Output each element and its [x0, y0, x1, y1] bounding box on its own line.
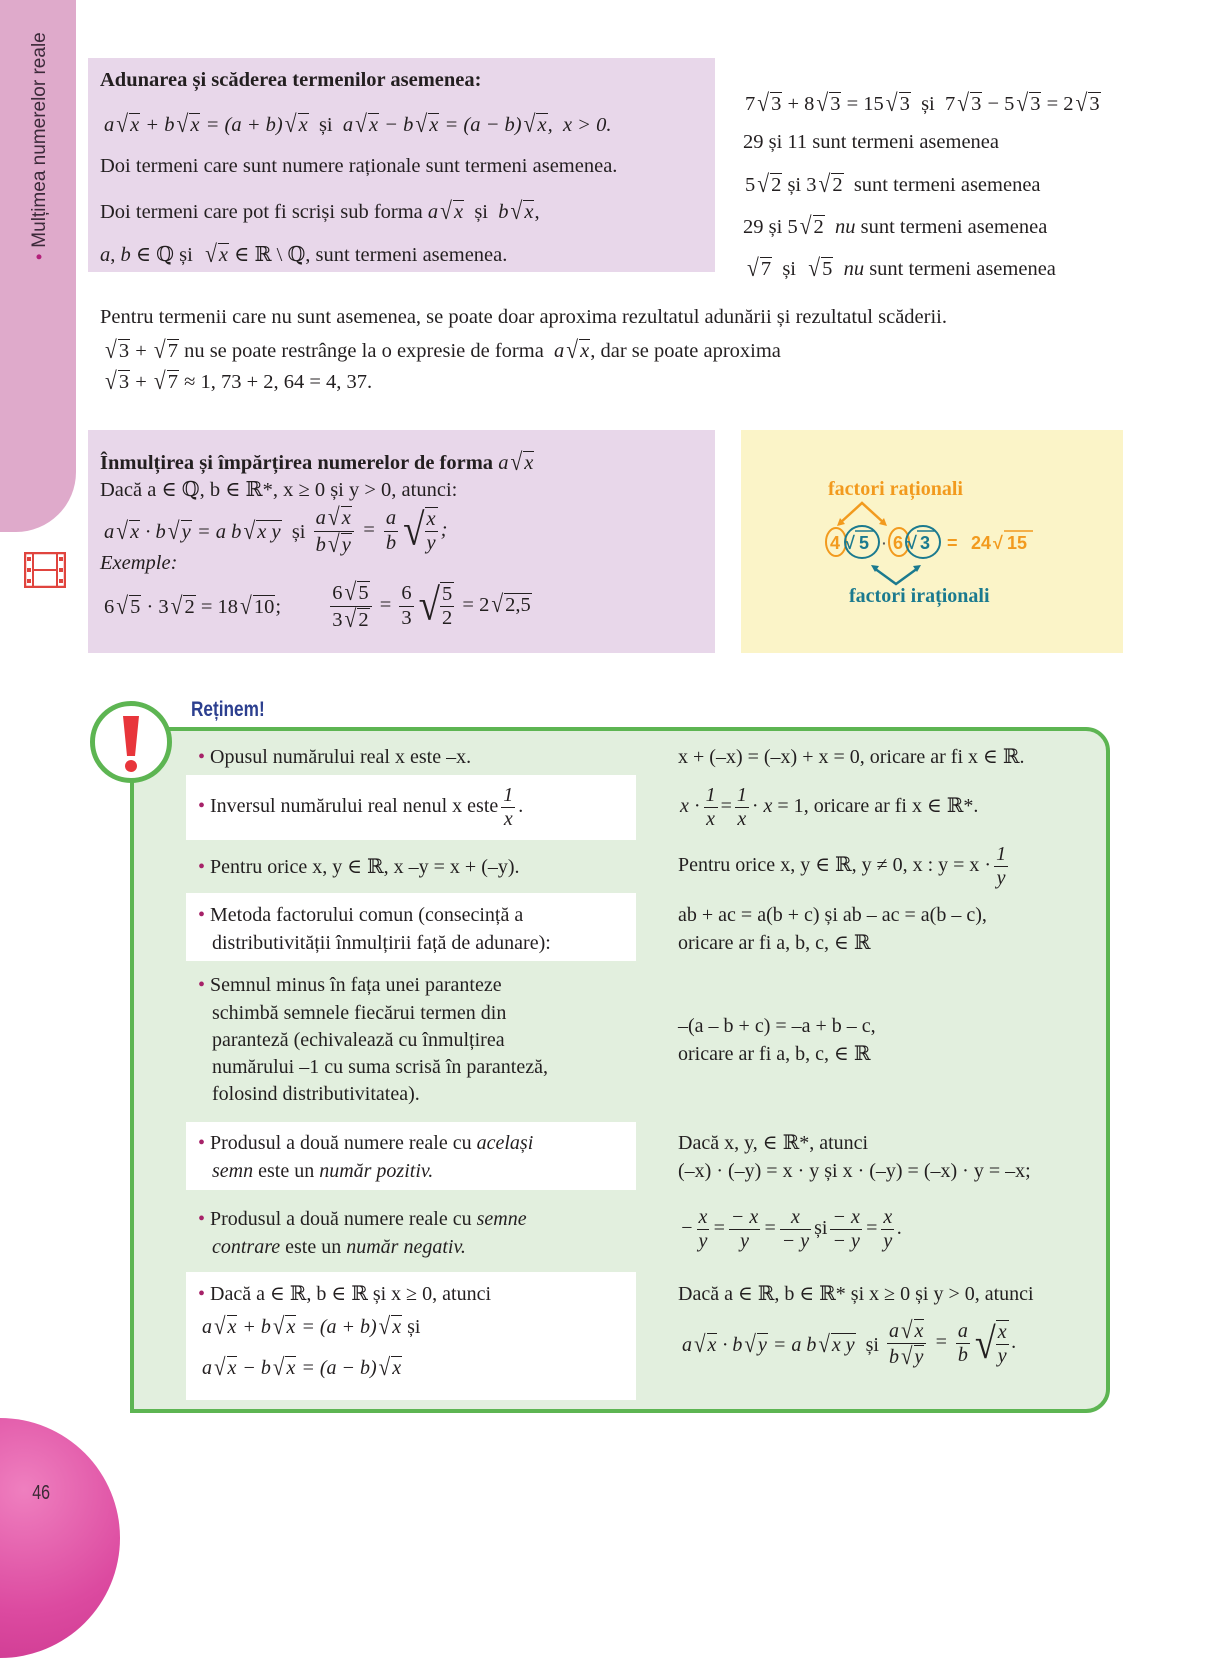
example-alike: 5√2 și 3√2 sunt termeni asemenea [745, 170, 1041, 198]
svg-text:·: · [882, 535, 887, 551]
svg-text:√: √ [993, 533, 1003, 553]
factors-diagram [741, 430, 1123, 653]
rule-add-radicals: • Dacă a ∈ ℝ, b ∈ ℝ și x ≥ 0, atunci [198, 1283, 492, 1305]
multiplication-condition: Dacă a ∈ ℚ, b ∈ ℝ*, x ≥ 0 și y > 0, atunci: [100, 479, 458, 501]
rule-subtraction: • Pentru orice x, y ∈ ℝ, x –y = x + (–y). [198, 856, 520, 878]
rule-minus-sign-5: folosind distributivitatea). [212, 1083, 420, 1105]
addition-formula: a√x + b√x = (a + b)√x și a√x − b√x = (a − b)√x, x > 0. [104, 110, 612, 138]
rule-mult-radicals-formula: a√ x · b√ y = a b√ x y și $\frac{a√ x}{b√ y}$ = $\frac{a}{b}$ √ $\frac{x}{y}$ . [682, 1316, 1017, 1370]
rule-opposite-formula: x + (–x) = (–x) + x = 0, oricare ar fi x ∈ ℝ. [678, 746, 1025, 768]
rule-common-factor-formula: ab + ac = a(b + c) și ab – ac = a(b – c), [678, 904, 987, 926]
rule-division-formula: Pentru orice x, y ∈ ℝ, y ≠ 0, x : y = x · $\frac{1}{y}$ [678, 843, 1007, 889]
example-rational: 29 și 11 sunt termeni asemenea [743, 131, 999, 153]
addition-title: Adunarea și scăderea termenilor asemenea: [100, 69, 482, 91]
rule-mult-radicals: Dacă a ∈ ℝ, b ∈ ℝ* și x ≥ 0 și y > 0, atunci [678, 1283, 1034, 1305]
corner-decoration [0, 1418, 120, 1658]
film-icon[interactable] [24, 552, 66, 588]
rational-terms-line: Doi termeni care sunt numere raționale sunt termeni asemenea. [100, 155, 618, 177]
rule-minus-sign-formula-2: oricare ar fi a, b, c, ∈ ℝ [678, 1043, 871, 1065]
exclamation-icon [90, 701, 172, 783]
rule-common-factor-2: distributivității înmulțirii față de adunare): [212, 932, 551, 954]
factor-root-5: 5 [859, 533, 870, 553]
rule-same-sign-formula: Dacă x, y, ∈ ℝ*, atunci [678, 1132, 869, 1154]
rational-factors-label: factori raționali [828, 478, 963, 500]
multiplication-examples: 6√5 · 3√2 = 18√10; $\frac{6√5}{3√2}$ = $\frac{6}{3}$ √ $\frac{5}{2}$ = 2√2,5 [104, 578, 531, 633]
result-coefficient: 24 [971, 533, 992, 553]
irrational-factors-label: factori iraționali [849, 585, 990, 607]
rule-common-factor-formula-2: oricare ar fi a, b, c, ∈ ℝ [678, 932, 871, 954]
approx-line-2: √3 + √7 nu se poate restrânge la o expresie de forma a√x, dar se poate aproxima [105, 336, 781, 364]
rule-minus-sign: • Semnul minus în fața unei paranteze [198, 974, 502, 996]
rule-minus-sign-2: schimbă semnele fiecărui termen din [212, 1002, 507, 1024]
rule-minus-sign-formula: –(a – b + c) = –a + b – c, [678, 1015, 876, 1037]
svg-text:√: √ [907, 533, 917, 553]
rule-minus-sign-4: numărului –1 cu suma scrisă în paranteză, [212, 1056, 548, 1078]
equals-sign: = [947, 533, 958, 553]
rule-sub-radicals-formula: a√ x − b√ x = (a − b)√ x [202, 1353, 402, 1381]
rule-opposite-sign-2: contrare este un număr negativ. [212, 1236, 466, 1258]
factor-root-3: 3 [920, 533, 931, 553]
factor-4: 4 [830, 533, 841, 553]
result-root: 15 [1007, 533, 1028, 553]
multiplication-formula: a√x · b√y = a b√x y și $\frac{a√x}{b√y}$ = $\frac{a}{b}$ √ $\frac{x}{y}$ ; [104, 503, 448, 558]
svg-text:√: √ [845, 533, 855, 553]
factor-6: 6 [893, 533, 904, 553]
example-not-alike-1: 29 și 5√2 nu sunt termeni asemenea [743, 212, 1048, 240]
approx-intro: Pentru termenii care nu sunt asemenea, se poate doar aproxima rezultatul adunării și rezultatul scăderii. [100, 306, 947, 328]
rule-same-sign-formula-2: (–x) · (–y) = x · y și x · (–y) = (–x) · y = –x; [678, 1160, 1031, 1182]
examples-label: Exemple: [100, 552, 178, 574]
approx-line-3: √3 + √7 ≈ 1, 73 + 2, 64 = 4, 37. [105, 367, 373, 395]
example-not-alike-2: √7 și √5 nu sunt termeni asemenea [747, 254, 1056, 282]
retinem-title: Reținem! [191, 698, 265, 721]
form-line: Doi termeni care pot fi scriși sub forma a√x și b√x, [100, 197, 540, 225]
rule-opposite-sign: • Produsul a două numere reale cu semne [198, 1208, 527, 1230]
example-sum: 7√3 + 8√3 = 15√3 și 7√3 − 5√3 = 2√3 [745, 89, 1100, 117]
rule-opposite-sign-formula: − $\frac{x}{y}$ = $\frac{- x}{y}$ = $\frac{x}{- y}$ și $\frac{- x}{- y}$ = $\frac{x}{y}$ . [680, 1206, 903, 1252]
page-number: 46 [32, 1482, 51, 1504]
rule-inverse-formula: x · $\frac{1}{x}$ = $\frac{1}{x}$ · x = 1, oricare ar fi x ∈ ℝ*. [680, 784, 979, 830]
rule-same-sign: • Produsul a două numere reale cu același [198, 1132, 534, 1154]
chapter-label: •Mulțimea numerelor reale [29, 32, 50, 260]
rule-opposite: • Opusul numărului real x este –x. [198, 746, 472, 768]
condition-line: a, b ∈ ℚ și √x ∈ ℝ \ ℚ, sunt termeni asemenea. [100, 240, 508, 268]
rule-common-factor: • Metoda factorului comun (consecință a [198, 904, 524, 926]
rule-add-radicals-formula: a√ x + b√ x = (a + b)√ x și [202, 1312, 421, 1340]
rule-inverse: • Inversul numărului real nenul x este $\frac{1}{x}$ . [198, 784, 524, 830]
multiplication-title: Înmulțirea și împărțirea numerelor de forma a√x [100, 448, 534, 476]
rule-same-sign-2: semn este un număr pozitiv. [212, 1160, 434, 1182]
rule-minus-sign-3: paranteză (echivalează cu înmulțirea [212, 1029, 505, 1051]
